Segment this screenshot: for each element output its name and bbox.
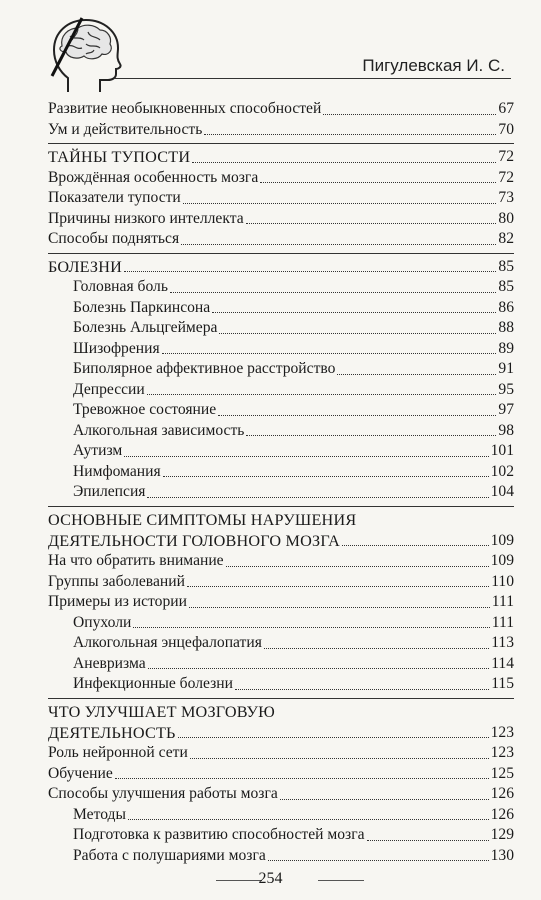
toc-entry [48,400,514,421]
dot-leader [212,312,496,313]
toc-entry-title: Примеры из истории [48,593,187,610]
toc-entry-title: ДЕЯТЕЛЬНОСТЬ [48,723,176,742]
toc-entry-page: 123 [490,723,514,741]
toc-entry [48,339,514,360]
dot-leader [260,182,496,183]
toc-entry-title: Показатели тупости [48,189,181,206]
toc-section-heading [48,723,514,744]
toc-entry-page: 104 [490,483,514,500]
toc-entry-title: Эпилепсия [73,483,146,500]
toc-entry [48,380,514,401]
toc-entry-page: 97 [498,401,514,418]
toc-entry-title: Обучение [48,764,113,782]
toc-entry [48,572,514,593]
toc-entry [48,846,514,867]
dot-leader [246,223,497,224]
author-name: Пигулевская И. С. [362,56,505,75]
toc-entry-title: Роль нейронной сети [48,744,188,761]
toc-entry-title: ДЕЯТЕЛЬНОСТИ ГОЛОВНОГО МОЗГА [48,531,341,550]
dot-leader [181,244,496,245]
toc-entry [48,359,514,380]
toc-entry-title: На что обратить внимание [48,552,224,569]
page-number: 254 [258,870,283,887]
toc-entry-page: 91 [498,360,514,377]
toc-entry-page: 111 [491,613,514,631]
toc-entry-page: 88 [498,319,514,336]
toc-entry [48,805,514,826]
toc-entry-title: Методы [73,805,126,823]
toc-entry [48,592,514,613]
toc-entry-title: Депрессии [73,380,145,398]
dot-leader [128,819,489,820]
dot-leader [189,607,490,608]
dot-leader [192,162,496,163]
toc-section-heading [48,531,514,552]
toc-entry [48,633,514,654]
dot-leader [235,689,489,690]
table-of-contents [48,99,514,866]
toc-entry-page: 82 [498,230,514,247]
dot-leader [226,566,489,567]
toc-entry-title: Болезнь Паркинсона [73,298,211,316]
toc-entry-title: Алкогольная энцефалопатия [73,634,262,651]
toc-entry-page: 113 [491,634,514,651]
head-brain-icon [38,14,128,94]
dot-leader [178,737,489,738]
toc-entry [48,674,514,695]
toc-entry-page: 101 [490,442,514,459]
toc-entry-title: БОЛЕЗНИ [48,257,123,276]
dot-leader [115,778,489,779]
toc-entry-page: 123 [490,744,514,761]
toc-entry [48,188,514,209]
toc-entry-page: 109 [490,552,514,569]
toc-section-heading [48,147,514,168]
dot-leader [163,476,489,477]
page-header [0,0,541,95]
toc-entry-page: 125 [490,764,514,782]
dot-leader [323,114,496,115]
toc-entry [48,441,514,462]
toc-entry-page: 129 [490,826,514,843]
toc-entry-page: 72 [498,148,514,165]
dot-leader [183,203,497,204]
toc-entry [48,120,514,141]
toc-entry-page: 72 [498,168,514,186]
toc-entry [48,229,514,250]
toc-entry-page: 111 [491,593,514,610]
toc-section-heading-line: ОСНОВНЫЕ СИМПТОМЫ НАРУШЕНИЯ [48,510,357,529]
toc-entry [48,551,514,572]
toc-entry-title: Шизофрения [73,339,160,357]
toc-entry [48,462,514,483]
toc-entry-page: 67 [498,100,514,117]
toc-entry-page: 109 [490,531,514,549]
dot-leader [264,648,489,649]
dot-leader [219,333,496,334]
page-footer [0,870,541,892]
dot-leader [124,271,496,272]
footer-rule-right [318,880,364,881]
toc-entry [48,298,514,319]
toc-entry-title: Алкогольная зависимость [73,421,245,439]
dot-leader [246,435,496,436]
toc-entry [48,277,514,298]
dot-leader [342,545,489,546]
toc-entry-title: Болезнь Альцгеймера [73,319,218,336]
toc-entry-title: Работа с полушариями мозга [73,846,266,864]
dot-leader [148,668,490,669]
toc-entry [48,764,514,785]
toc-entry-page: 114 [491,654,514,672]
toc-entry-title: Тревожное состояние [73,401,217,418]
toc-entry-title: ТАЙНЫ ТУПОСТИ [48,148,191,166]
toc-entry-page: 126 [490,785,514,802]
toc-section-heading-line: ЧТО УЛУЧШАЕТ МОЗГОВУЮ [48,702,275,721]
section-divider [48,253,514,254]
header-rule [114,78,511,79]
toc-entry [48,613,514,634]
toc-entry-title: Развитие необыкновенных способностей [48,100,322,117]
toc-entry [48,482,514,503]
toc-entry-page: 86 [498,298,514,316]
dot-leader [133,627,489,628]
toc-entry-page: 85 [498,278,514,295]
section-divider [48,143,514,144]
dot-leader [170,292,496,293]
toc-entry-title: Головная боль [73,278,168,295]
toc-entry-page: 85 [498,257,514,275]
toc-entry [48,784,514,805]
section-divider [48,506,514,507]
toc-entry-page: 130 [490,846,514,864]
toc-entry-page: 126 [490,805,514,823]
toc-entry-title: Группы заболеваний [48,572,185,590]
toc-entry-page: 102 [490,462,514,480]
dot-leader [204,134,496,135]
toc-entry-title: Ум и действительность [48,120,203,138]
toc-entry-page: 70 [498,120,514,138]
dot-leader [190,758,489,759]
dot-leader [280,799,489,800]
dot-leader [187,586,489,587]
toc-entry-page: 110 [491,572,514,590]
toc-entry-page: 89 [498,339,514,357]
toc-entry-page: 95 [498,380,514,398]
toc-entry [48,654,514,675]
dot-leader [147,497,488,498]
section-divider [48,698,514,699]
toc-entry [48,209,514,230]
toc-entry-title: Опухоли [73,613,132,631]
toc-entry-page: 98 [498,421,514,439]
dot-leader [337,374,496,375]
toc-entry-page: 115 [491,675,514,692]
toc-entry-title: Причины низкого интеллекта [48,209,244,227]
toc-entry [48,825,514,846]
toc-entry [48,743,514,764]
toc-entry [48,421,514,442]
toc-entry-title: Нимфомания [73,462,161,480]
toc-entry [48,99,514,120]
dot-leader [147,394,497,395]
toc-section-heading [48,257,514,278]
dot-leader [268,860,489,861]
toc-entry-title: Инфекционные болезни [73,675,233,692]
dot-leader [367,840,489,841]
dot-leader [124,456,488,457]
toc-entry-title: Аутизм [73,442,123,459]
toc-entry-title: Врождённая особенность мозга [48,168,259,186]
toc-entry [48,168,514,189]
dot-leader [162,353,497,354]
toc-entry-title: Подготовка к развитию способностей мозга [73,826,365,843]
toc-entry-title: Способы подняться [48,230,180,247]
toc-entry [48,318,514,339]
toc-entry-page: 73 [498,189,514,206]
toc-entry-title: Биполярное аффективное расстройство [73,360,336,377]
toc-entry-title: Аневризма [73,654,146,672]
toc-entry-title: Способы улучшения работы мозга [48,785,278,802]
toc-entry-page: 80 [498,209,514,227]
dot-leader [218,415,496,416]
